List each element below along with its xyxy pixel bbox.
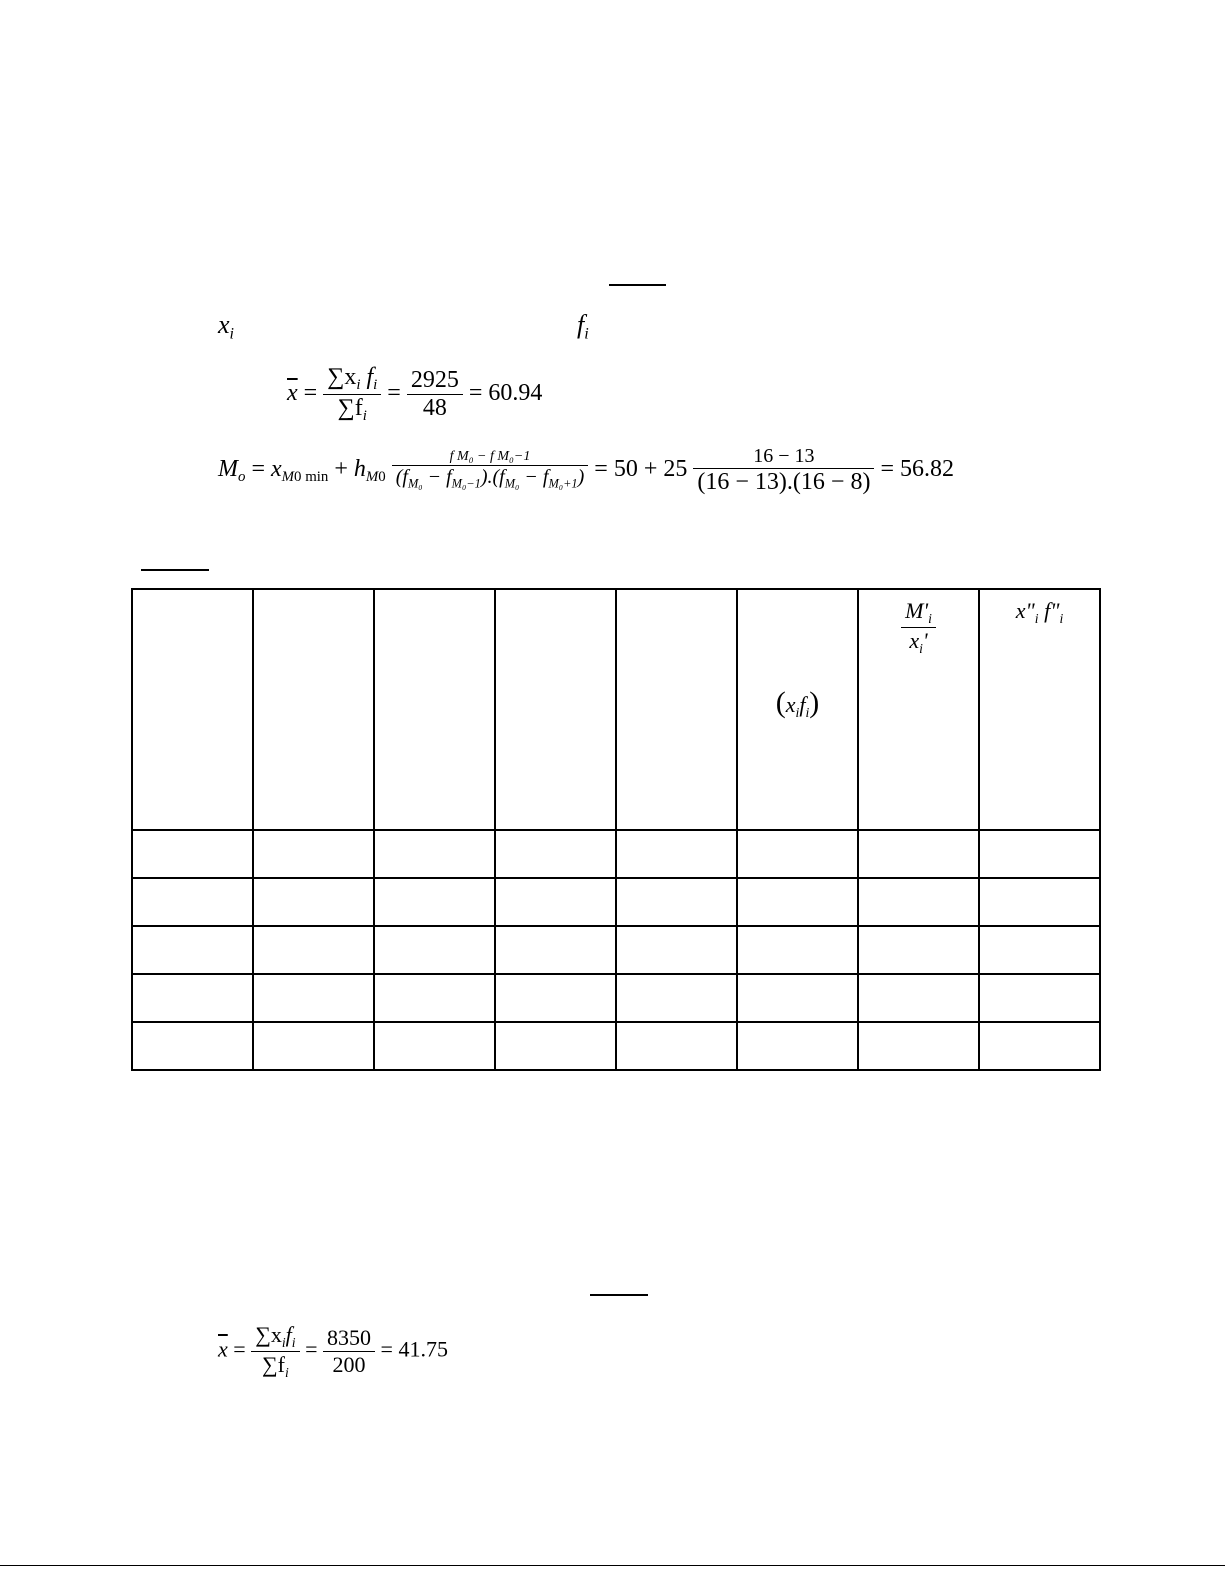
table-row bbox=[132, 1022, 1100, 1070]
symbol-xi: $x_i$ bbox=[218, 310, 235, 343]
frequency-table bbox=[131, 588, 1101, 1071]
table-row bbox=[132, 878, 1100, 926]
mean-result-2: 41.75 bbox=[398, 1336, 448, 1362]
symbol-fi: $f_i$ bbox=[577, 310, 589, 343]
table-row bbox=[132, 926, 1100, 974]
mode-result: 56.82 bbox=[899, 456, 954, 483]
page-bottom-rule bbox=[0, 1565, 1225, 1566]
mean-result-1: 60.94 bbox=[488, 380, 543, 407]
table-header-row bbox=[132, 589, 1100, 830]
heading-underline-2 bbox=[141, 569, 209, 571]
heading-underline-3 bbox=[590, 1294, 648, 1296]
mean-symbol: $\overline{x}$ bbox=[287, 380, 298, 407]
mean-formula-2: $\overline{x}$ = $\frac{\sum x_if_i}{\sum f_i}$ = $\frac{8350}{200}$ = 41.75 bbox=[218, 1322, 448, 1380]
table-row bbox=[132, 830, 1100, 878]
table-row bbox=[132, 974, 1100, 1022]
table-header-cell bbox=[616, 589, 737, 830]
table-header-cell bbox=[374, 589, 495, 830]
table-header-cell bbox=[132, 589, 253, 830]
table-header-cell-product: $x"_i$ $f"_i$ bbox=[979, 589, 1100, 830]
mode-formula: $M_o = x_{M0 min} + h_{M0}$ $\frac{\text{f M₀ − f M₀−1}}{(f_{M_0} - f_{M_0-1}).(f_{M_0} - f_{M_0+1})}$ = 50 + 25 $\frac{16 - 13}{(16 - 13).(16 - 8)}$ = 56.82 bbox=[218, 445, 954, 495]
mean-formula-1: $\overline{x}$ = $\frac{\sum x_i f_i}{\sum f_i}$ = $\frac{2925}{48}$ = 60.94 bbox=[287, 364, 543, 425]
table-header-cell bbox=[253, 589, 374, 830]
table-header-cell-ratio: $\frac{M'_i}{x_i'}$ bbox=[858, 589, 979, 830]
heading-underline-1 bbox=[609, 284, 666, 286]
table-header-cell-xifi: $(x_if_i)$ bbox=[737, 589, 858, 830]
table-header-cell bbox=[495, 589, 616, 830]
